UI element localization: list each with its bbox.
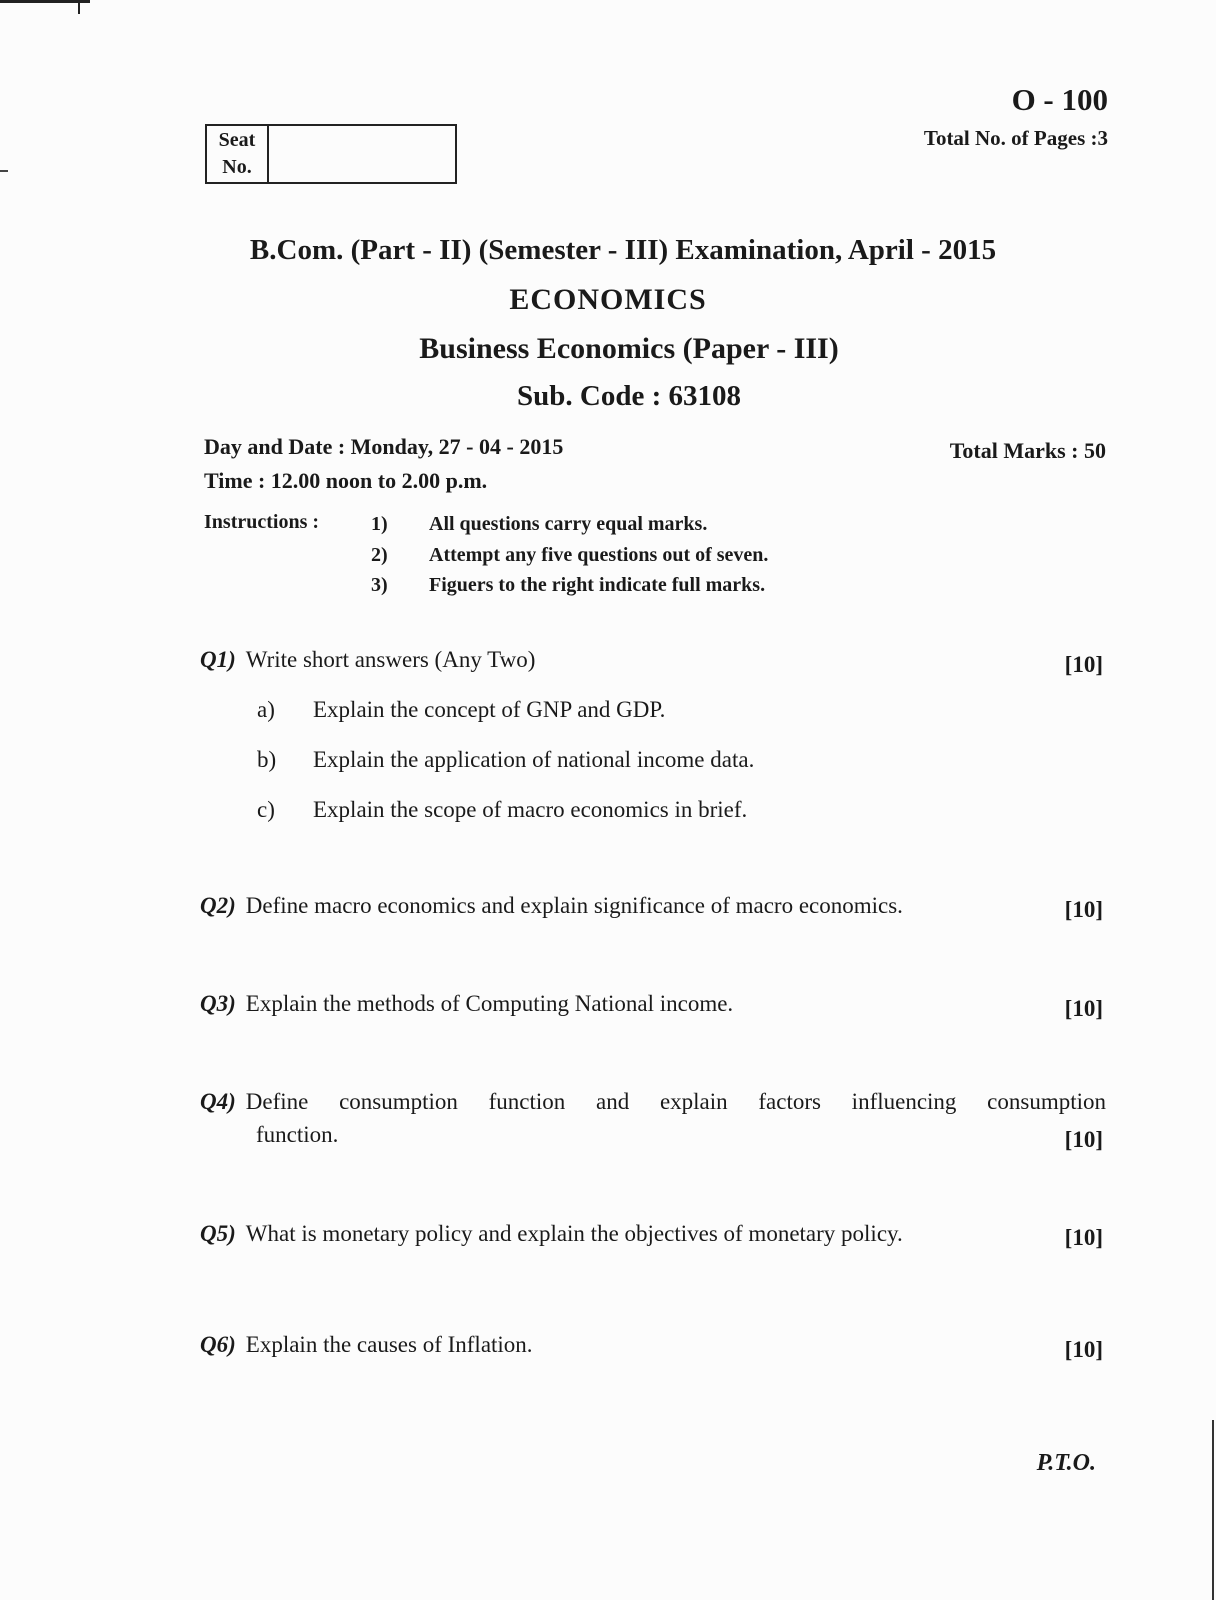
instruction-item: 2) Attempt any five questions out of seven. bbox=[371, 544, 769, 566]
question-1-marks: [10] bbox=[1064, 652, 1103, 677]
question-2: Q2) Define macro economics and explain significance of macro economics. bbox=[200, 893, 903, 918]
subject-title: ECONOMICS bbox=[509, 283, 707, 316]
seat-number-label: Seat No. bbox=[207, 126, 269, 182]
question-4-marks: [10] bbox=[1064, 1127, 1103, 1152]
instruction-item: 3) Figuers to the right indicate full marks. bbox=[371, 574, 766, 596]
exam-time: Time : 12.00 noon to 2.00 p.m. bbox=[204, 468, 488, 493]
question-4: Q4) Define consumption function and explain factors influencing consumption bbox=[200, 1089, 1106, 1114]
question-1: Q1) Write short answers (Any Two) bbox=[200, 647, 536, 672]
scan-margin-mark bbox=[0, 170, 8, 172]
day-and-date: Day and Date : Monday, 27 - 04 - 2015 bbox=[204, 434, 564, 459]
question-5: Q5) What is monetary policy and explain the objectives of monetary policy. bbox=[200, 1221, 903, 1246]
question-3-marks: [10] bbox=[1064, 996, 1103, 1021]
paper-code: O - 100 bbox=[1011, 82, 1108, 117]
total-pages: Total No. of Pages :3 bbox=[923, 126, 1108, 150]
question-2-marks: [10] bbox=[1064, 897, 1103, 922]
instructions-label: Instructions : bbox=[204, 511, 320, 533]
sub-question-a: a) Explain the concept of GNP and GDP. bbox=[257, 697, 666, 722]
scan-corner-tick bbox=[78, 0, 80, 14]
question-6: Q6) Explain the causes of Inflation. bbox=[200, 1332, 533, 1357]
subject-code: Sub. Code : 63108 bbox=[517, 380, 741, 412]
instruction-item: 1) All questions carry equal marks. bbox=[371, 513, 708, 535]
seat-number-box bbox=[205, 124, 457, 184]
question-4-continued: function. bbox=[256, 1122, 339, 1147]
paper-title: Business Economics (Paper - III) bbox=[419, 332, 839, 365]
exam-title: B.Com. (Part - II) (Semester - III) Examination, April - 2015 bbox=[249, 234, 997, 266]
sub-question-b: b) Explain the application of national income data. bbox=[257, 747, 755, 772]
scan-corner-mark bbox=[0, 0, 90, 3]
question-6-marks: [10] bbox=[1064, 1337, 1103, 1362]
please-turn-over: P.T.O. bbox=[1036, 1450, 1096, 1476]
scan-edge-line bbox=[1212, 1420, 1214, 1600]
sub-question-c: c) Explain the scope of macro economics in brief. bbox=[257, 797, 748, 822]
total-marks: Total Marks : 50 bbox=[949, 438, 1106, 463]
question-5-marks: [10] bbox=[1064, 1225, 1103, 1250]
seat-number-field[interactable] bbox=[269, 126, 455, 182]
question-3: Q3) Explain the methods of Computing National income. bbox=[200, 991, 734, 1016]
